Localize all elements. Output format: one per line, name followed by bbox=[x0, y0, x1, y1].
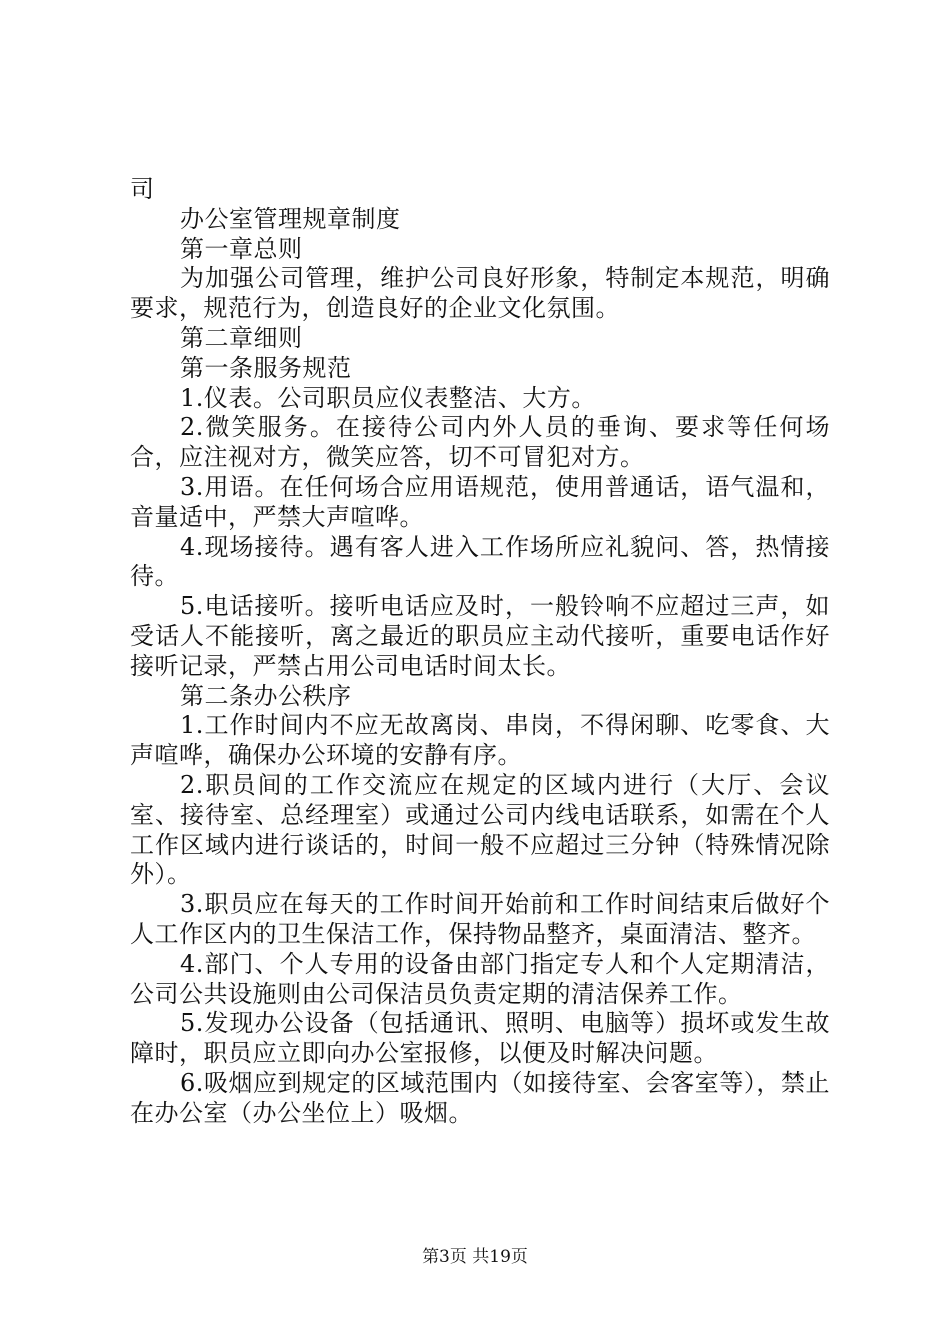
list-item: 6.吸烟应到规定的区域范围内（如接待室、会客室等），禁止在办公室（办公坐位上）吸烟。 bbox=[130, 1068, 830, 1127]
document-title: 办公室管理规章制度 bbox=[180, 204, 401, 233]
list-item: 2.微笑服务。在接待公司内外人员的垂询、要求等任何场合，应注视对方，微笑应答，切不可冒犯对方。 bbox=[130, 413, 830, 472]
list-item: 2.职员间的工作交流应在规定的区域内进行（大厅、会议室、接待室、总经理室）或通过公司内线电话联系，如需在个人工作区域内进行谈话的，时间一般不应超过三分钟（特殊情况除外）。 bbox=[130, 770, 830, 889]
list-item: 4.部门、个人专用的设备由部门指定专人和个人定期清洁，公司公共设施则由公司保洁员负责定期的清洁保养工作。 bbox=[130, 949, 830, 1008]
list-item: 5.发现办公设备（包括通讯、照明、电脑等）损坏或发生故障时，职员应立即向办公室报修，以便及时解决问题。 bbox=[130, 1009, 830, 1068]
article-heading: 第一条服务规范 bbox=[180, 353, 352, 382]
list-item: 1.工作时间内不应无故离岗、串岗，不得闲聊、吃零食、大声喧哗，确保办公环境的安静有序。 bbox=[130, 711, 830, 770]
article-heading: 第二条办公秩序 bbox=[180, 681, 352, 710]
list-item: 3.用语。在任何场合应用语规范，使用普通话，语气温和，音量适中，严禁大声喧哗。 bbox=[130, 472, 830, 531]
document-body bbox=[130, 175, 830, 1129]
list-item: 5.电话接听。接听电话应及时，一般铃响不应超过三声，如受话人不能接听，离之最近的职员应主动代接听，重要电话作好接听记录，严禁占用公司电话时间太长。 bbox=[130, 592, 830, 680]
chapter-heading: 第一章总则 bbox=[180, 234, 303, 263]
paragraph: 为加强公司管理，维护公司良好形象，特制定本规范，明确要求，规范行为，创造良好的企业文化氛围。 bbox=[130, 264, 830, 323]
paragraph: 司 bbox=[130, 175, 155, 203]
list-item: 3.职员应在每天的工作时间开始前和工作时间结束后做好个人工作区内的卫生保洁工作，保持物品整齐，桌面清洁、整齐。 bbox=[130, 890, 830, 948]
list-item: 4.现场接待。遇有客人进入工作场所应礼貌问、答，热情接待。 bbox=[130, 532, 830, 591]
chapter-heading: 第二章细则 bbox=[180, 323, 303, 352]
page-number-footer: 第3页 共19页 bbox=[422, 1247, 528, 1267]
list-item: 1.仪表。公司职员应仪表整洁、大方。 bbox=[180, 383, 596, 412]
